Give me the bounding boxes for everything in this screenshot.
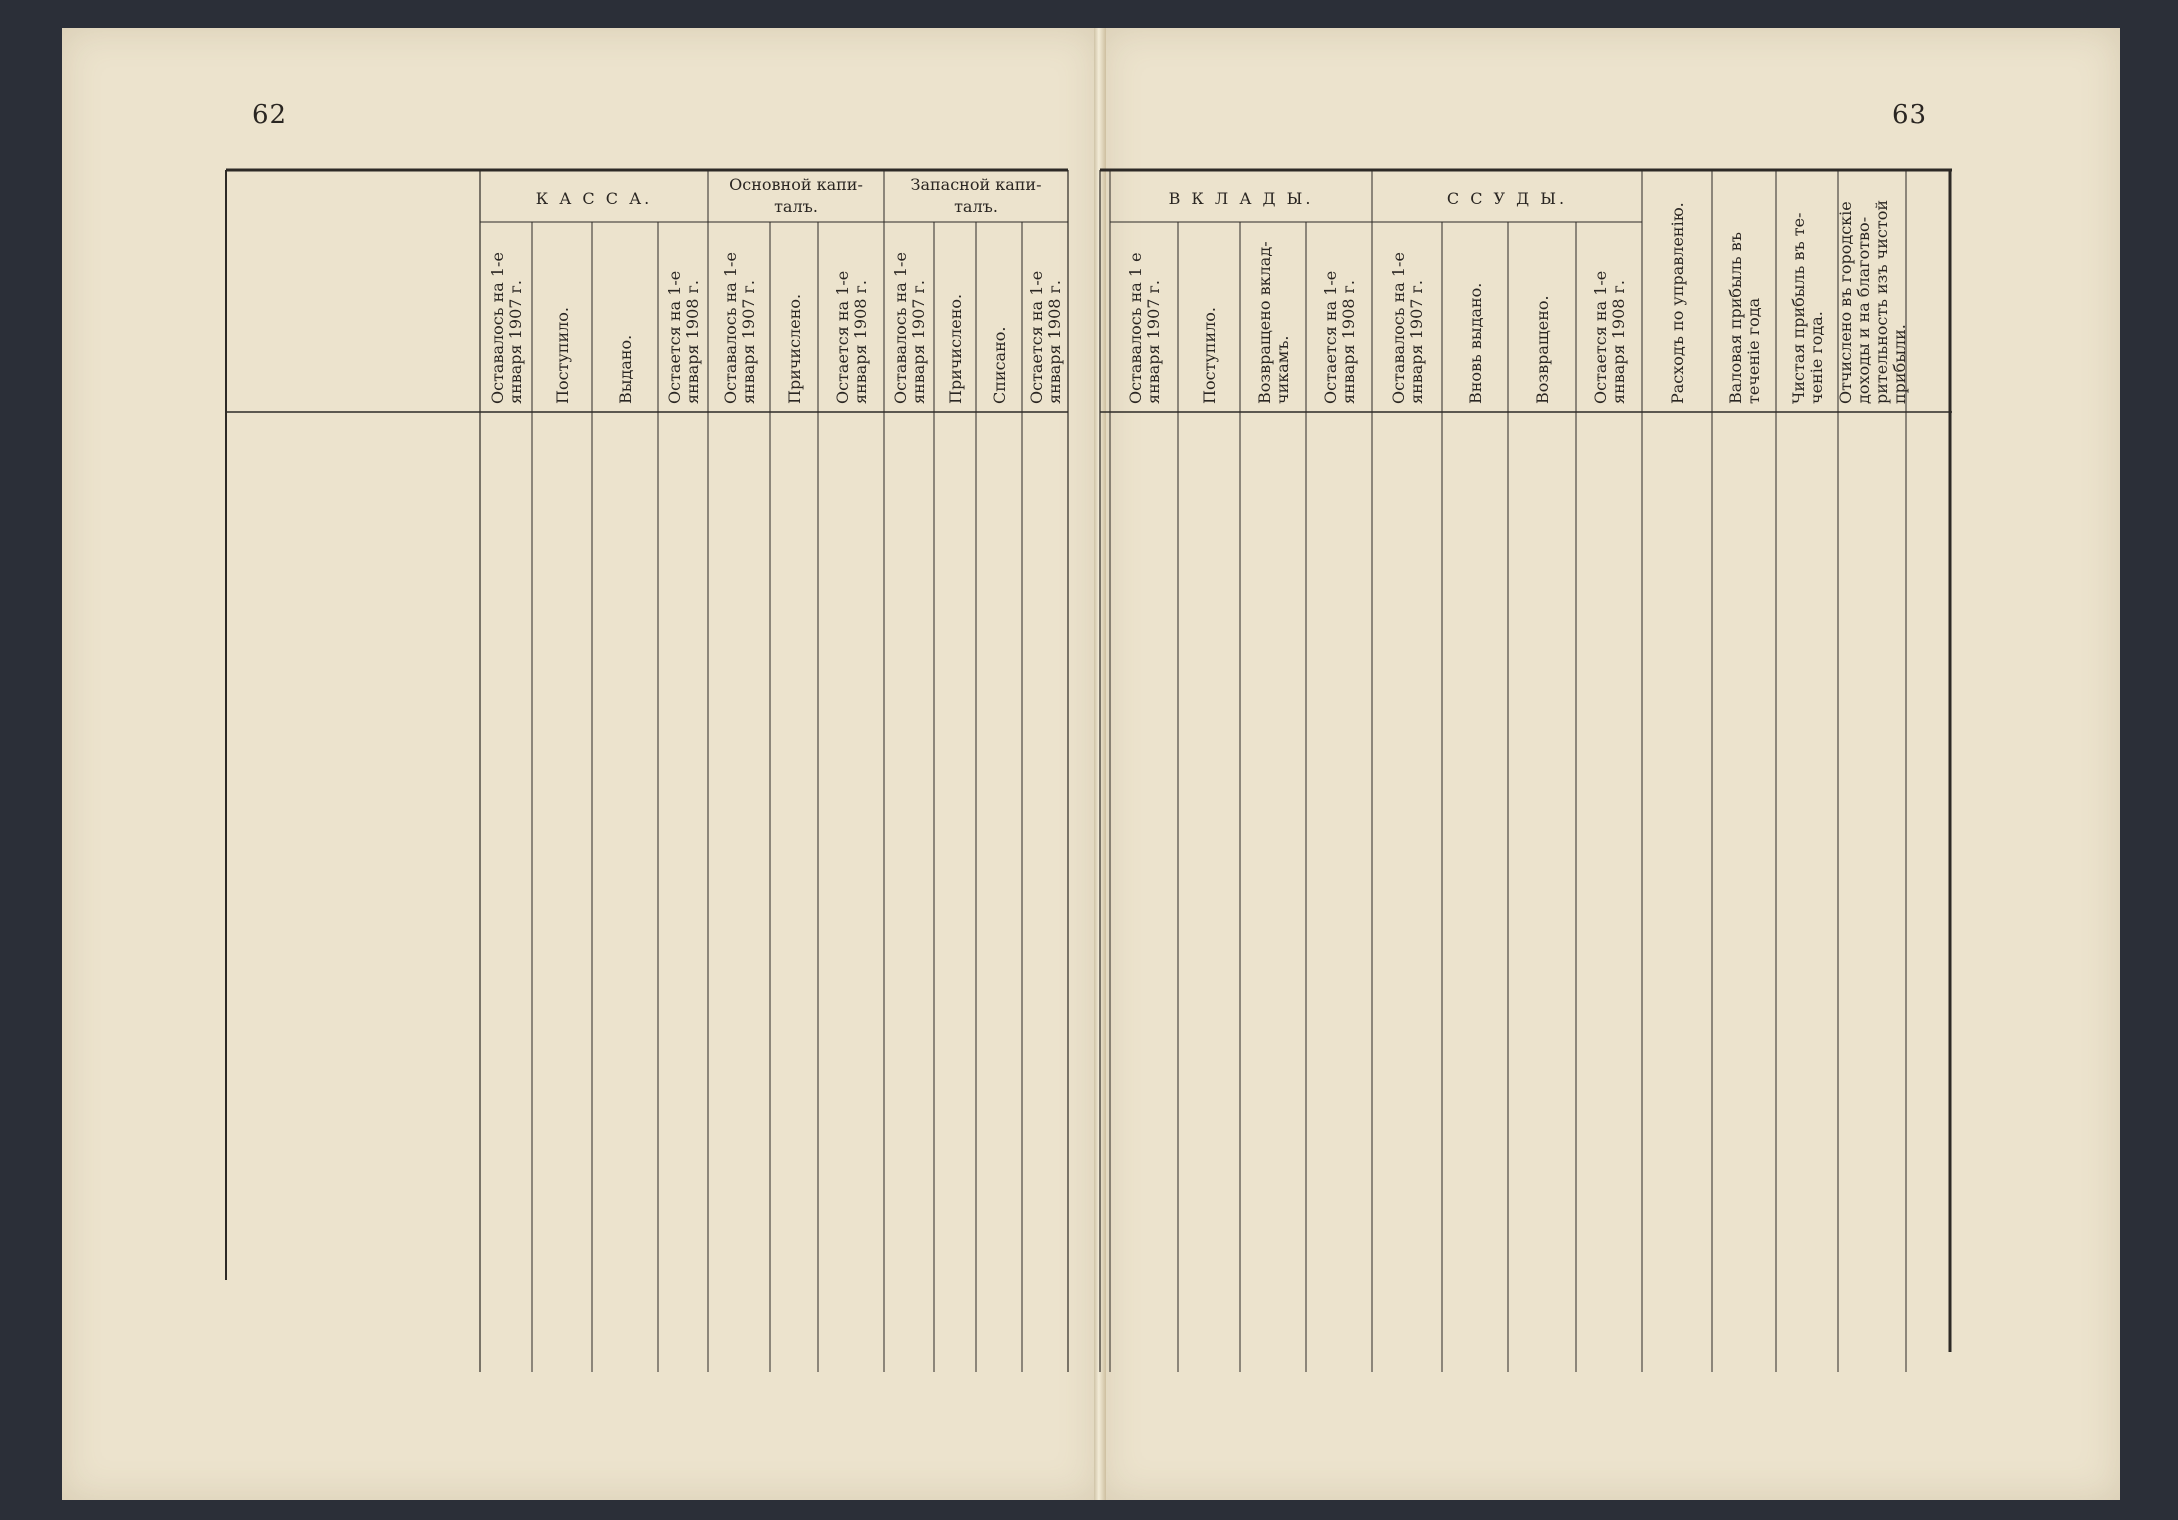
column-header-22-line2: ченіе года. (1807, 311, 1826, 404)
column-header-19: Остается на 1-е (1591, 270, 1610, 404)
column-header-12-line2: января 1907 г. (1144, 280, 1163, 404)
column-header-14-line2: чикамъ. (1273, 335, 1292, 404)
column-header-4-line2: января 1908 г. (683, 280, 702, 404)
column-header-23: Отчислено въ городскіе (1836, 201, 1855, 404)
column-header-6: Причислено. (785, 293, 804, 404)
column-header-17: Вновь выдано. (1466, 282, 1485, 404)
column-header-5: Оставалось на 1-е (721, 252, 740, 404)
column-header-21-line2: теченіе года (1744, 297, 1763, 404)
page-number-right: 63 (1892, 100, 1928, 130)
page-number-left: 62 (252, 100, 288, 130)
column-header-16-line2: января 1907 г. (1407, 280, 1426, 404)
column-header-20: Расходъ по управленію. (1668, 202, 1687, 404)
column-header-14: Возвращено вклад- (1255, 241, 1274, 404)
group-header-reserve-capital-line2: талъ. (954, 197, 998, 216)
column-header-22: Чистая прибыль въ те- (1789, 212, 1808, 404)
column-header-2: Поступило. (553, 306, 572, 404)
column-header-1: Оставалось на 1-е (488, 252, 507, 404)
group-header-deposits: В К Л А Д Ы. (1168, 189, 1314, 208)
column-header-7-line2: января 1908 г. (851, 280, 870, 404)
column-header-5-line2: января 1907 г. (739, 280, 758, 404)
column-header-18: Возвращено. (1533, 295, 1552, 404)
column-header-13: Поступило. (1200, 306, 1219, 404)
column-header-16: Оставалось на 1-е (1389, 252, 1408, 404)
column-header-11: Остается на 1-е (1027, 270, 1046, 404)
column-header-15: Остается на 1-е (1321, 270, 1340, 404)
column-header-12: Оставалось на 1 е (1126, 252, 1145, 404)
group-header-main-capital-line2: талъ. (774, 197, 818, 216)
column-header-23-line4: прибыли. (1890, 324, 1909, 404)
column-header-8-line2: января 1907 г. (909, 280, 928, 404)
group-header-kassa: К А С С А. (535, 189, 653, 208)
group-header-loans: С С У Д Ы. (1446, 189, 1568, 208)
column-header-3: Выдано. (616, 334, 635, 404)
group-header-main-capital: Основной капи- (729, 175, 863, 194)
column-header-21: Валовая прибыль въ (1726, 232, 1745, 404)
column-header-7: Остается на 1-е (833, 270, 852, 404)
column-header-4: Остается на 1-е (665, 270, 684, 404)
column-header-19-line2: января 1908 г. (1609, 280, 1628, 404)
column-header-11-line2: января 1908 г. (1045, 280, 1064, 404)
column-header-10: Списано. (990, 326, 1009, 404)
column-header-23-line3: рительность изъ чистой (1872, 199, 1891, 404)
column-header-9: Причислено. (946, 293, 965, 404)
column-header-1-line2: января 1907 г. (506, 280, 525, 404)
column-header-15-line2: января 1908 г. (1339, 280, 1358, 404)
column-header-23-line2: доходы и на благотво- (1854, 216, 1873, 404)
group-header-reserve-capital: Запасной капи- (910, 175, 1042, 194)
column-header-8: Оставалось на 1-е (891, 252, 910, 404)
